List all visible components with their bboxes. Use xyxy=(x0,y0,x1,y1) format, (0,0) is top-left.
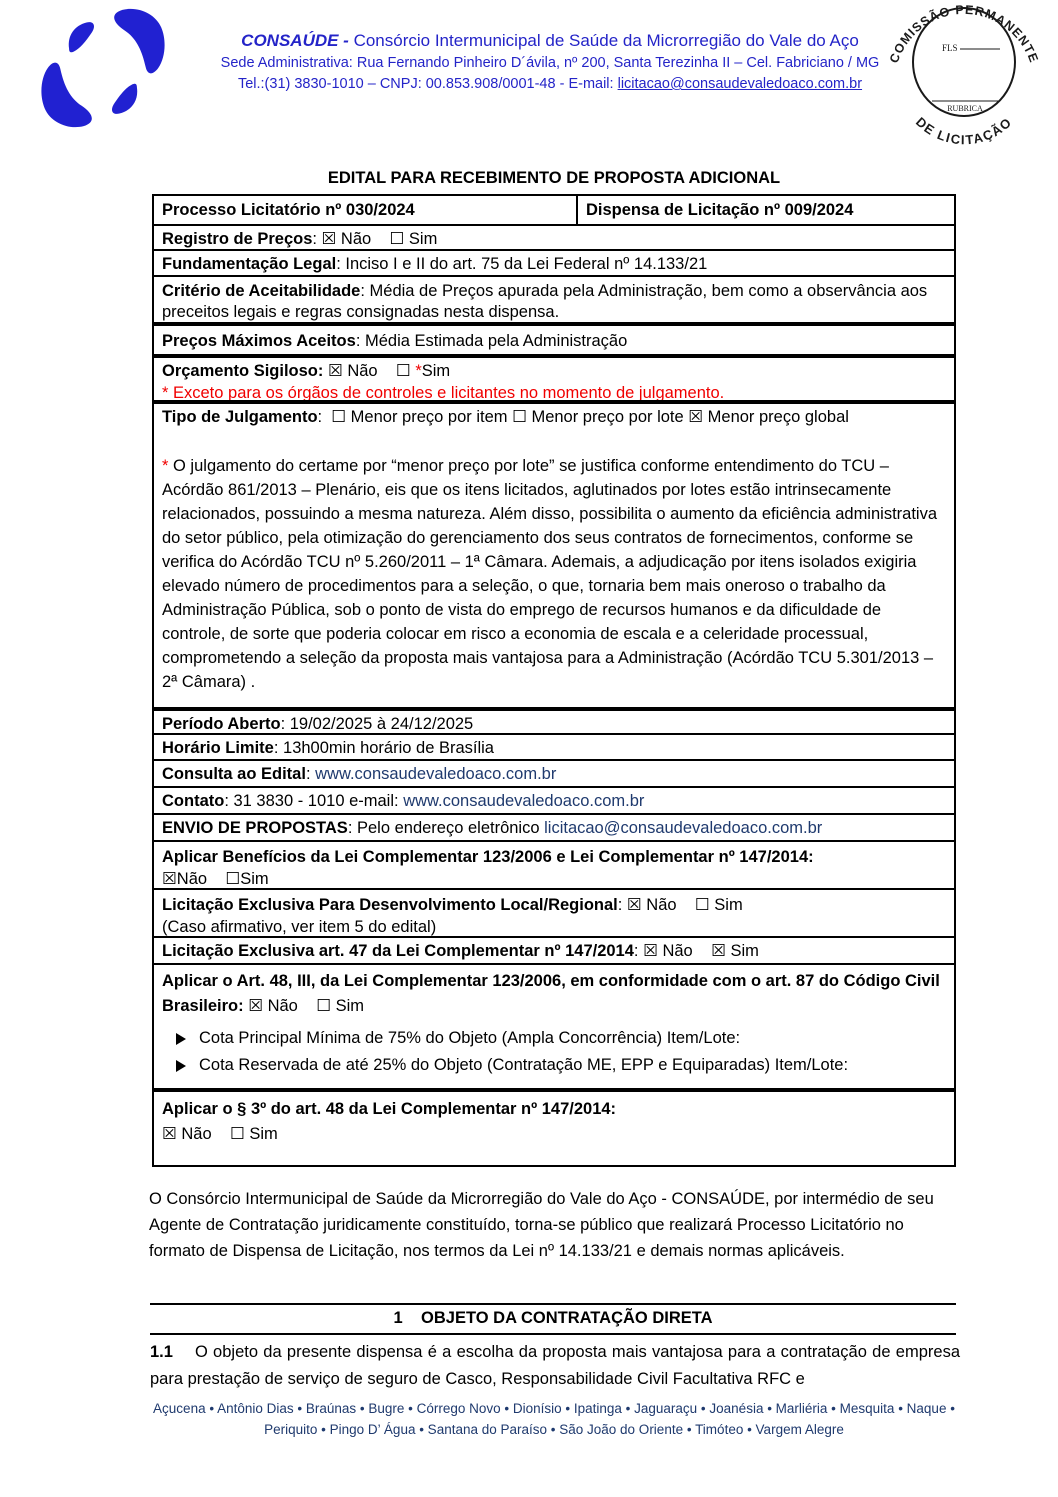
orcamento-checkboxes: ☒ Não ☐ xyxy=(323,362,416,380)
stamp-bottom-text: DE LICITAÇÃO xyxy=(913,114,1015,148)
comissao-licitacao-stamp xyxy=(880,0,1050,165)
exclusiva-art47-checkboxes: : ☒ Não ☒ Sim xyxy=(633,942,759,960)
envio-email-link[interactable]: licitacao@consaudevaledoaco.com.br xyxy=(544,819,823,837)
row-label: Critério de Aceitabilidade xyxy=(162,282,361,300)
processo-number: Processo Licitatório nº 030/2024 xyxy=(154,196,578,224)
dispensa-number: Dispensa de Licitação nº 009/2024 xyxy=(586,201,854,219)
row-label: Horário Limite xyxy=(162,739,274,757)
clause-text: O objeto da presente dispensa é a escolha da proposta mais vantajosa para a contratação de empresa para prestação de serviço de seguro de Casco, Responsabilidade Civil Facultativa RFC e xyxy=(150,1343,960,1388)
row-label: Aplicar Benefícios da Lei Complementar 123/2006 e Lei Complementar nº 147/2014: xyxy=(162,848,814,866)
asterisk-mark: * xyxy=(162,457,174,475)
arrowhead-bullet-icon xyxy=(176,1060,186,1072)
arrowhead-bullet-icon xyxy=(176,1033,186,1045)
footer-member-cities: Açucena • Antônio Dias • Braúnas • Bugre • Córrego Novo • Dionísio • Ipatinga • Jaguaraçu • Joanésia • Marliéria • Mesquita • Naque • Periquito • Pingo D’ Água • Santana do Paraíso • São João do Oriente • Timóteo • Vargem Alegre xyxy=(153,1401,955,1437)
row-label: Licitação Exclusiva Para Desenvolvimento Local/Regional xyxy=(162,896,618,914)
table-row-exclusiva-art47 xyxy=(154,936,954,963)
justification-text: O julgamento do certame por “menor preço por lote” se justifica conforme entendimento do TCU – Acórdão 861/2013 – Plenário, eis que os itens licitados, aglutinados por lotes estão intrinsecamente relacionados, possuindo a mesma natureza. Além disso, possibilita o aumento da eficiência administrativa do setor público, pela otimização do gerenciamento dos seus contratos de fornecimentos, conforme se verifica do Acórdão TCU nº 5.260/2011 – 1ª Câmara. Ademais, a adjudicação por itens isolados exigiria elevado número de procedimentos para a seleção, o que, tornaria bem mais oneroso o trabalho da Administração Pública, sob o ponto de vista do emprego de recursos humanos e da dificuldade de controle, de sorte que poderia colocar em risco a economia de escala e a celeridade processual, comprometendo a seleção da proposta mais vantajosa para a Administração (Acórdão TCU 5.301/2013 – 2ª Câmara) . xyxy=(162,457,938,691)
table-row-horario xyxy=(154,733,954,759)
registro-precos-checkboxes: : ☒ Não ☐ Sim xyxy=(312,230,438,248)
section-number: 1 xyxy=(393,1309,403,1327)
row-label: Preços Máximos Aceitos xyxy=(162,332,356,350)
stamp-rubrica-label: RUBRICA xyxy=(947,104,983,113)
cota-reservada-text: Cota Reservada de até 25% do Objeto (Contratação ME, EPP e Equiparadas) Item/Lote: xyxy=(199,1056,849,1074)
stamp-top-text: COMISSÃO PERMANENTE xyxy=(886,2,1042,65)
closing-paragraph: O Consórcio Intermunicipal de Saúde da Microrregião do Vale do Aço - CONSAÚDE, por intermédio de seu Agente de Contratação juridicamente constituído, torna-se público que realizará Processo Licitatório no formato de Dispensa de Licitação, nos termos da Lei nº 14.133/21 e demais normas aplicáveis. xyxy=(149,1190,934,1260)
table-row-orcamento-sigiloso xyxy=(154,354,954,400)
clause-number: 1.1 xyxy=(150,1343,173,1361)
edital-website-link[interactable]: www.consaudevaledoaco.com.br xyxy=(315,765,557,783)
table-row-criterio xyxy=(154,275,954,322)
table-row-beneficios-lc123 xyxy=(154,840,954,888)
table-row-art48 xyxy=(154,963,954,1088)
row-value: : 31 3830 - 1010 e-mail: xyxy=(224,792,404,810)
row-label: Orçamento Sigiloso: xyxy=(162,362,324,380)
table-row-registro-precos xyxy=(154,224,954,249)
paragrafo3-checkboxes: ☒ Não ☐ Sim xyxy=(162,1125,278,1143)
table-row-paragrafo3 xyxy=(154,1088,954,1165)
row-value: : 19/02/2025 à 24/12/2025 xyxy=(280,715,474,733)
julgamento-justification xyxy=(162,454,946,694)
julgamento-checkboxes: : ☐ Menor preço por item ☐ Menor preço por lote ☒ Menor preço global xyxy=(317,408,849,426)
row-label: ENVIO DE PROPOSTAS xyxy=(162,819,348,837)
section-gap xyxy=(403,1309,421,1327)
org-name xyxy=(178,30,922,51)
row-label: Aplicar o § 3º do art. 48 da Lei Complementar nº 147/2014: xyxy=(162,1100,617,1118)
table-row-contato xyxy=(154,786,954,813)
row-label: Fundamentação Legal xyxy=(162,255,337,273)
table-row-tipo-julgamento xyxy=(154,400,954,707)
row-value: : xyxy=(305,765,316,783)
cota-principal-text: Cota Principal Mínima de 75% do Objeto (Ampla Concorrência) Item/Lote: xyxy=(199,1029,741,1047)
row-value: : 13h00min horário de Brasília xyxy=(273,739,494,757)
svg-text:DE LICITAÇÃO xyxy=(913,114,1015,147)
row-label: Registro de Preços xyxy=(162,230,313,248)
cota-list xyxy=(162,1025,946,1079)
row-label: Consulta ao Edital xyxy=(162,765,306,783)
row-label: Contato xyxy=(162,792,225,810)
org-contact-line xyxy=(178,75,922,94)
row-label: Tipo de Julgamento xyxy=(162,408,318,426)
tipo-julgamento-line xyxy=(162,407,946,428)
org-address: Sede Administrativa: Rua Fernando Pinheiro D´ávila, nº 200, Santa Terezinha II – Cel. Fabriciano / MG xyxy=(220,55,880,71)
document-title: EDITAL PARA RECEBIMENTO DE PROPOSTA ADICIONAL xyxy=(327,169,781,187)
letterhead xyxy=(178,30,922,94)
section-1-heading xyxy=(150,1303,956,1335)
org-acronym: CONSAÚDE - xyxy=(241,31,349,50)
table-row-fundamentacao xyxy=(154,249,954,275)
clause-1-1 xyxy=(150,1339,960,1393)
exclusiva-local-checkboxes: : ☒ Não ☐ Sim xyxy=(617,896,743,914)
contato-website-link[interactable]: www.consaudevaledoaco.com.br xyxy=(403,792,645,810)
row-value: : Média de Preços apurada pela Administração, bem como a observância aos preceitos legais e regras consignadas nesta dispensa. xyxy=(162,282,932,321)
table-row-consulta xyxy=(154,759,954,786)
table-row-processo xyxy=(154,196,954,224)
table-row-precos-maximos xyxy=(154,322,954,354)
row-label: Período Aberto xyxy=(162,715,281,733)
consaude-logo-icon xyxy=(40,8,166,133)
org-email-link[interactable]: licitacao@consaudevaledoaco.com.br xyxy=(617,76,863,92)
row-value: : Pelo endereço eletrônico xyxy=(347,819,545,837)
sim-option: Sim xyxy=(421,362,451,380)
orcamento-note: * Exceto para os órgãos de controles e licitantes no momento de julgamento. xyxy=(162,384,725,400)
exclusiva-local-line xyxy=(162,894,946,916)
org-tel-cnpj: Tel.:(31) 3830-1010 – CNPJ: 00.853.908/0001-48 - E-mail: xyxy=(237,76,618,92)
row-value: : Média Estimada pela Administração xyxy=(355,332,628,350)
table-row-periodo xyxy=(154,707,954,733)
list-item xyxy=(162,1052,946,1079)
orcamento-line xyxy=(162,361,946,382)
org-fullname: Consórcio Intermunicipal de Saúde da Microrregião do Vale do Aço xyxy=(348,31,859,50)
table-row-exclusiva-local xyxy=(154,888,954,936)
edital-summary-table xyxy=(152,194,956,1167)
stamp-fls-label: FLS xyxy=(942,43,958,53)
row-label: Licitação Exclusiva art. 47 da Lei Complementar nº 147/2014 xyxy=(162,942,634,960)
table-row-envio xyxy=(154,813,954,840)
art48-checkboxes: ☒ Não ☐ Sim xyxy=(243,997,364,1015)
svg-text:COMISSÃO PERMANENTE xyxy=(887,3,1041,65)
row-label: Aplicar o Art. 48, III, da Lei Complementar 123/2006, em conformidade com o art. 87 do Código Civil Brasileiro: xyxy=(162,972,940,1015)
asterisk-mark: * xyxy=(415,362,422,380)
section-title: OBJETO DA CONTRATAÇÃO DIRETA xyxy=(421,1309,713,1327)
beneficios-checkboxes: ☒Não ☐Sim xyxy=(162,870,269,888)
row-value: : Inciso I e II do art. 75 da Lei Federal nº 14.133/21 xyxy=(336,255,708,273)
exclusiva-local-note: (Caso afirmativo, ver item 5 do edital) xyxy=(162,918,437,936)
list-item xyxy=(162,1025,946,1052)
